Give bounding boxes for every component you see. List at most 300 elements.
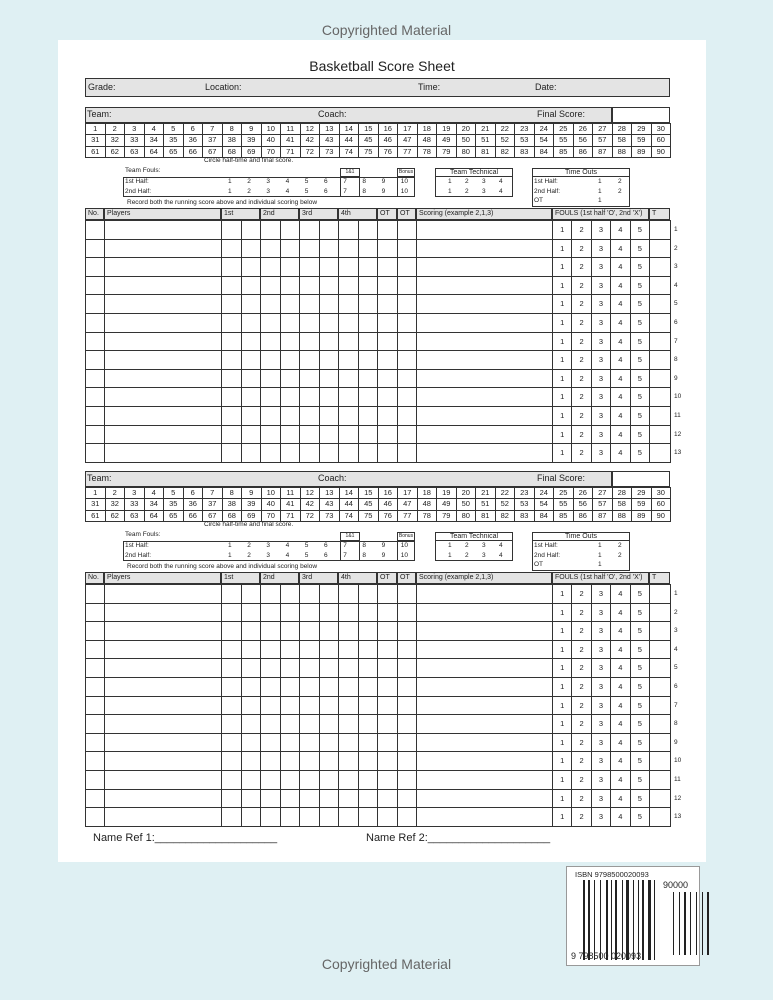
score-cell-q2[interactable]: [280, 733, 301, 753]
cell-scoring[interactable]: [416, 220, 553, 240]
team-foul-number[interactable]: 7: [343, 552, 347, 559]
team-foul-number[interactable]: 2: [247, 552, 251, 559]
running-score-cell[interactable]: 90: [651, 146, 672, 158]
running-score-cell[interactable]: 71: [280, 510, 301, 522]
score-cell-q3[interactable]: [319, 443, 340, 463]
running-score-cell[interactable]: 70: [261, 146, 282, 158]
score-cell-q4[interactable]: [358, 220, 379, 240]
running-score-cell[interactable]: 78: [417, 146, 438, 158]
team-foul-number[interactable]: 10: [400, 178, 409, 185]
cell-ot2[interactable]: [397, 425, 417, 445]
foul-cell[interactable]: 1: [552, 733, 572, 753]
score-cell-q3[interactable]: [319, 807, 340, 827]
score-cell-q2[interactable]: [260, 733, 281, 753]
score-cell-q2[interactable]: [280, 584, 301, 604]
running-score-cell[interactable]: 29: [631, 123, 652, 135]
score-cell-q2[interactable]: [280, 425, 301, 445]
foul-cell[interactable]: 4: [610, 714, 630, 734]
cell-no[interactable]: [85, 239, 105, 259]
foul-cell[interactable]: 4: [610, 443, 630, 463]
running-score-cell[interactable]: 67: [202, 146, 223, 158]
foul-cell[interactable]: 3: [591, 789, 611, 809]
foul-cell[interactable]: 4: [610, 770, 630, 790]
running-score-cell[interactable]: 45: [358, 134, 379, 146]
technical-number[interactable]: 1: [448, 188, 452, 195]
score-cell-q1[interactable]: [221, 789, 242, 809]
running-score-cell[interactable]: 24: [534, 487, 555, 499]
running-score-cell[interactable]: 69: [241, 146, 262, 158]
team-foul-number[interactable]: 4: [285, 188, 290, 195]
running-score-cell[interactable]: 82: [495, 510, 516, 522]
score-cell-q2[interactable]: [280, 369, 301, 389]
foul-cell[interactable]: 4: [610, 789, 630, 809]
running-score-cell[interactable]: 45: [358, 498, 379, 510]
score-cell-q3[interactable]: [319, 696, 340, 716]
cell-ot1[interactable]: [377, 350, 398, 370]
score-cell-q2[interactable]: [260, 332, 281, 352]
running-score-cell[interactable]: 40: [261, 498, 282, 510]
score-cell-q1[interactable]: [221, 443, 242, 463]
score-cell-q1[interactable]: [221, 406, 242, 426]
technical-number[interactable]: 2: [465, 178, 469, 185]
time-out-number[interactable]: 1: [598, 187, 602, 195]
running-score-cell[interactable]: 56: [573, 134, 594, 146]
score-cell-q3[interactable]: [319, 733, 340, 753]
running-score-cell[interactable]: 19: [436, 123, 457, 135]
score-cell-q2[interactable]: [280, 621, 301, 641]
technical-number[interactable]: 1: [448, 542, 452, 549]
cell-scoring[interactable]: [416, 584, 553, 604]
running-score-cell[interactable]: 60: [651, 498, 672, 510]
running-score-cell[interactable]: 54: [534, 498, 555, 510]
cell-ot1[interactable]: [377, 294, 398, 314]
foul-cell[interactable]: 5: [630, 621, 650, 641]
score-cell-q1[interactable]: [241, 332, 262, 352]
running-score-cell[interactable]: 34: [144, 134, 165, 146]
score-cell-q4[interactable]: [358, 294, 379, 314]
cell-t[interactable]: [649, 294, 671, 314]
time-out-number[interactable]: 2: [618, 551, 622, 559]
foul-cell[interactable]: 4: [610, 294, 630, 314]
cell-players[interactable]: [104, 807, 222, 827]
score-cell-q1[interactable]: [221, 640, 242, 660]
score-cell-q4[interactable]: [358, 807, 379, 827]
score-cell-q3[interactable]: [319, 714, 340, 734]
foul-cell[interactable]: 4: [610, 350, 630, 370]
score-cell-q1[interactable]: [241, 276, 262, 296]
score-cell-q4[interactable]: [338, 640, 359, 660]
foul-cell[interactable]: 1: [552, 603, 572, 623]
foul-cell[interactable]: 1: [552, 443, 572, 463]
score-cell-q3[interactable]: [299, 584, 320, 604]
cell-no[interactable]: [85, 640, 105, 660]
score-cell-q1[interactable]: [221, 294, 242, 314]
team-foul-number[interactable]: 2: [247, 188, 251, 195]
foul-cell[interactable]: 5: [630, 677, 650, 697]
cell-ot1[interactable]: [377, 603, 398, 623]
foul-cell[interactable]: 5: [630, 584, 650, 604]
foul-cell[interactable]: 1: [552, 332, 572, 352]
cell-scoring[interactable]: [416, 425, 553, 445]
team-foul-number[interactable]: 7: [343, 188, 347, 195]
cell-scoring[interactable]: [416, 696, 553, 716]
score-cell-q4[interactable]: [338, 443, 359, 463]
cell-ot2[interactable]: [397, 733, 417, 753]
running-score-cell[interactable]: 26: [573, 123, 594, 135]
cell-no[interactable]: [85, 603, 105, 623]
foul-cell[interactable]: 4: [610, 621, 630, 641]
score-cell-q1[interactable]: [221, 257, 242, 277]
score-cell-q3[interactable]: [299, 257, 320, 277]
running-score-cell[interactable]: 48: [417, 498, 438, 510]
score-cell-q3[interactable]: [299, 313, 320, 333]
cell-ot2[interactable]: [397, 294, 417, 314]
foul-cell[interactable]: 4: [610, 696, 630, 716]
running-score-cell[interactable]: 18: [417, 123, 438, 135]
running-score-cell[interactable]: 72: [300, 146, 321, 158]
score-cell-q3[interactable]: [299, 220, 320, 240]
grade-field[interactable]: Grade:: [88, 82, 116, 92]
running-score-cell[interactable]: 55: [553, 498, 574, 510]
foul-cell[interactable]: 4: [610, 257, 630, 277]
running-score-cell[interactable]: 51: [475, 134, 496, 146]
cell-ot1[interactable]: [377, 257, 398, 277]
cell-ot2[interactable]: [397, 807, 417, 827]
foul-cell[interactable]: 2: [571, 789, 591, 809]
foul-cell[interactable]: 3: [591, 443, 611, 463]
score-cell-q3[interactable]: [299, 425, 320, 445]
score-cell-q2[interactable]: [260, 294, 281, 314]
score-cell-q2[interactable]: [280, 696, 301, 716]
cell-ot2[interactable]: [397, 313, 417, 333]
cell-scoring[interactable]: [416, 294, 553, 314]
running-score-cell[interactable]: 5: [163, 123, 184, 135]
running-score-cell[interactable]: 21: [475, 487, 496, 499]
foul-cell[interactable]: 3: [591, 239, 611, 259]
score-cell-q2[interactable]: [260, 751, 281, 771]
cell-players[interactable]: [104, 369, 222, 389]
cell-ot2[interactable]: [397, 387, 417, 407]
team-foul-number[interactable]: 4: [285, 552, 290, 559]
cell-players[interactable]: [104, 603, 222, 623]
cell-ot2[interactable]: [397, 696, 417, 716]
score-cell-q3[interactable]: [319, 603, 340, 623]
cell-players[interactable]: [104, 220, 222, 240]
team-foul-number[interactable]: 10: [400, 188, 409, 195]
running-score-cell[interactable]: 12: [300, 123, 321, 135]
score-cell-q2[interactable]: [260, 677, 281, 697]
running-score-cell[interactable]: 17: [397, 487, 418, 499]
score-cell-q2[interactable]: [260, 807, 281, 827]
cell-ot1[interactable]: [377, 677, 398, 697]
score-cell-q1[interactable]: [221, 696, 242, 716]
running-score-cell[interactable]: 2: [105, 487, 126, 499]
team-foul-number[interactable]: 5: [304, 178, 309, 185]
running-score-cell[interactable]: 76: [378, 146, 399, 158]
foul-cell[interactable]: 2: [571, 603, 591, 623]
score-cell-q2[interactable]: [260, 276, 281, 296]
score-cell-q2[interactable]: [280, 220, 301, 240]
time-out-number[interactable]: 2: [618, 187, 622, 195]
cell-players[interactable]: [104, 677, 222, 697]
cell-t[interactable]: [649, 425, 671, 445]
score-cell-q1[interactable]: [241, 714, 262, 734]
cell-scoring[interactable]: [416, 443, 553, 463]
foul-cell[interactable]: 2: [571, 658, 591, 678]
running-score-cell[interactable]: 53: [514, 134, 535, 146]
ref2-field[interactable]: Name Ref 2:____________________: [366, 832, 551, 844]
score-cell-q4[interactable]: [358, 387, 379, 407]
score-cell-q2[interactable]: [260, 257, 281, 277]
cell-scoring[interactable]: [416, 751, 553, 771]
technical-number[interactable]: 2: [465, 542, 469, 549]
cell-t[interactable]: [649, 621, 671, 641]
foul-cell[interactable]: 1: [552, 751, 572, 771]
running-score-cell[interactable]: 47: [397, 134, 418, 146]
score-cell-q1[interactable]: [221, 807, 242, 827]
running-score-cell[interactable]: 16: [378, 487, 399, 499]
running-score-cell[interactable]: 57: [592, 498, 613, 510]
cell-ot2[interactable]: [397, 257, 417, 277]
cell-ot2[interactable]: [397, 677, 417, 697]
foul-cell[interactable]: 1: [552, 369, 572, 389]
cell-scoring[interactable]: [416, 387, 553, 407]
running-score-cell[interactable]: 64: [144, 510, 165, 522]
score-cell-q2[interactable]: [280, 239, 301, 259]
foul-cell[interactable]: 5: [630, 294, 650, 314]
cell-no[interactable]: [85, 276, 105, 296]
cell-ot2[interactable]: [397, 603, 417, 623]
score-cell-q1[interactable]: [221, 658, 242, 678]
score-cell-q4[interactable]: [358, 425, 379, 445]
score-cell-q1[interactable]: [241, 807, 262, 827]
cell-ot1[interactable]: [377, 239, 398, 259]
running-score-cell[interactable]: 39: [241, 134, 262, 146]
score-cell-q4[interactable]: [358, 257, 379, 277]
score-cell-q1[interactable]: [221, 239, 242, 259]
foul-cell[interactable]: 2: [571, 714, 591, 734]
running-score-cell[interactable]: 47: [397, 498, 418, 510]
score-cell-q1[interactable]: [241, 239, 262, 259]
score-cell-q2[interactable]: [280, 443, 301, 463]
foul-cell[interactable]: 5: [630, 603, 650, 623]
running-score-cell[interactable]: 35: [163, 498, 184, 510]
foul-cell[interactable]: 4: [610, 733, 630, 753]
running-score-cell[interactable]: 25: [553, 123, 574, 135]
cell-scoring[interactable]: [416, 369, 553, 389]
score-cell-q1[interactable]: [241, 369, 262, 389]
cell-no[interactable]: [85, 220, 105, 240]
team-foul-number[interactable]: 1: [228, 178, 232, 185]
team-foul-number[interactable]: 3: [266, 178, 271, 185]
cell-ot1[interactable]: [377, 714, 398, 734]
cell-scoring[interactable]: [416, 603, 553, 623]
running-score-cell[interactable]: 66: [183, 146, 204, 158]
score-cell-q3[interactable]: [299, 332, 320, 352]
cell-t[interactable]: [649, 443, 671, 463]
running-score-cell[interactable]: 31: [85, 134, 106, 146]
foul-cell[interactable]: 4: [610, 313, 630, 333]
score-cell-q1[interactable]: [221, 332, 242, 352]
score-cell-q4[interactable]: [358, 714, 379, 734]
running-score-cell[interactable]: 48: [417, 134, 438, 146]
running-score-cell[interactable]: 37: [202, 498, 223, 510]
team-foul-number[interactable]: 1: [228, 552, 232, 559]
foul-cell[interactable]: 1: [552, 677, 572, 697]
foul-cell[interactable]: 4: [610, 332, 630, 352]
running-score-cell[interactable]: 84: [534, 510, 555, 522]
cell-ot1[interactable]: [377, 425, 398, 445]
score-cell-q3[interactable]: [299, 239, 320, 259]
cell-t[interactable]: [649, 313, 671, 333]
score-cell-q1[interactable]: [221, 621, 242, 641]
team-foul-number[interactable]: 8: [362, 552, 367, 559]
running-score-cell[interactable]: 88: [612, 510, 633, 522]
score-cell-q1[interactable]: [221, 733, 242, 753]
score-cell-q1[interactable]: [221, 677, 242, 697]
score-cell-q3[interactable]: [319, 350, 340, 370]
cell-t[interactable]: [649, 751, 671, 771]
foul-cell[interactable]: 4: [610, 584, 630, 604]
cell-no[interactable]: [85, 714, 105, 734]
running-score-cell[interactable]: 73: [319, 510, 340, 522]
cell-ot1[interactable]: [377, 640, 398, 660]
foul-cell[interactable]: 5: [630, 350, 650, 370]
running-score-cell[interactable]: 57: [592, 134, 613, 146]
score-cell-q4[interactable]: [338, 276, 359, 296]
foul-cell[interactable]: 4: [610, 276, 630, 296]
running-score-cell[interactable]: 38: [222, 498, 243, 510]
cell-t[interactable]: [649, 770, 671, 790]
score-cell-q2[interactable]: [260, 640, 281, 660]
running-score-cell[interactable]: 31: [85, 498, 106, 510]
cell-ot2[interactable]: [397, 406, 417, 426]
cell-ot1[interactable]: [377, 658, 398, 678]
running-score-cell[interactable]: 5: [163, 487, 184, 499]
running-score-cell[interactable]: 20: [456, 487, 477, 499]
running-score-cell[interactable]: 16: [378, 123, 399, 135]
score-cell-q1[interactable]: [241, 387, 262, 407]
score-cell-q4[interactable]: [338, 387, 359, 407]
cell-scoring[interactable]: [416, 658, 553, 678]
cell-scoring[interactable]: [416, 770, 553, 790]
foul-cell[interactable]: 4: [610, 677, 630, 697]
cell-ot2[interactable]: [397, 714, 417, 734]
running-score-cell[interactable]: 41: [280, 498, 301, 510]
time-out-number[interactable]: 1: [598, 542, 602, 549]
cell-scoring[interactable]: [416, 640, 553, 660]
score-cell-q4[interactable]: [338, 658, 359, 678]
foul-cell[interactable]: 1: [552, 276, 572, 296]
team-foul-number[interactable]: 5: [304, 188, 309, 195]
foul-cell[interactable]: 3: [591, 621, 611, 641]
score-cell-q2[interactable]: [280, 406, 301, 426]
score-cell-q2[interactable]: [260, 770, 281, 790]
running-score-cell[interactable]: 4: [144, 123, 165, 135]
foul-cell[interactable]: 5: [630, 658, 650, 678]
running-score-cell[interactable]: 56: [573, 498, 594, 510]
running-score-cell[interactable]: 68: [222, 510, 243, 522]
foul-cell[interactable]: 2: [571, 257, 591, 277]
score-cell-q3[interactable]: [319, 677, 340, 697]
score-cell-q4[interactable]: [358, 584, 379, 604]
score-cell-q3[interactable]: [319, 332, 340, 352]
cell-ot1[interactable]: [377, 332, 398, 352]
score-cell-q2[interactable]: [280, 313, 301, 333]
time-out-number[interactable]: 2: [618, 178, 622, 185]
score-cell-q4[interactable]: [338, 770, 359, 790]
running-score-cell[interactable]: 65: [163, 146, 184, 158]
running-score-cell[interactable]: 75: [358, 146, 379, 158]
score-cell-q1[interactable]: [241, 257, 262, 277]
score-cell-q3[interactable]: [299, 714, 320, 734]
running-score-cell[interactable]: 42: [300, 498, 321, 510]
team-foul-number[interactable]: 1: [228, 188, 232, 195]
cell-no[interactable]: [85, 406, 105, 426]
score-cell-q2[interactable]: [280, 789, 301, 809]
running-score-cell[interactable]: 7: [202, 123, 223, 135]
running-score-cell[interactable]: 1: [85, 487, 106, 499]
score-cell-q3[interactable]: [299, 789, 320, 809]
score-cell-q2[interactable]: [280, 807, 301, 827]
running-score-cell[interactable]: 58: [612, 498, 633, 510]
running-score-cell[interactable]: 41: [280, 134, 301, 146]
location-field[interactable]: Location:: [205, 82, 242, 92]
cell-players[interactable]: [104, 239, 222, 259]
cell-players[interactable]: [104, 789, 222, 809]
score-cell-q1[interactable]: [241, 770, 262, 790]
running-score-cell[interactable]: 33: [124, 134, 145, 146]
score-cell-q4[interactable]: [338, 313, 359, 333]
cell-ot2[interactable]: [397, 350, 417, 370]
running-score-cell[interactable]: 53: [514, 498, 535, 510]
foul-cell[interactable]: 5: [630, 257, 650, 277]
score-cell-q3[interactable]: [299, 387, 320, 407]
running-score-cell[interactable]: 80: [456, 510, 477, 522]
cell-scoring[interactable]: [416, 313, 553, 333]
running-score-cell[interactable]: 22: [495, 123, 516, 135]
score-cell-q2[interactable]: [280, 332, 301, 352]
score-cell-q3[interactable]: [319, 658, 340, 678]
running-score-cell[interactable]: 13: [319, 123, 340, 135]
running-score-cell[interactable]: 4: [144, 487, 165, 499]
score-cell-q3[interactable]: [319, 751, 340, 771]
foul-cell[interactable]: 5: [630, 276, 650, 296]
score-cell-q4[interactable]: [338, 677, 359, 697]
running-score-cell[interactable]: 22: [495, 487, 516, 499]
foul-cell[interactable]: 3: [591, 425, 611, 445]
running-score-cell[interactable]: 8: [222, 487, 243, 499]
team-foul-number[interactable]: 9: [381, 552, 386, 559]
cell-scoring[interactable]: [416, 406, 553, 426]
foul-cell[interactable]: 2: [571, 425, 591, 445]
score-cell-q4[interactable]: [338, 220, 359, 240]
running-score-cell[interactable]: 13: [319, 487, 340, 499]
running-score-cell[interactable]: 83: [514, 146, 535, 158]
foul-cell[interactable]: 5: [630, 239, 650, 259]
cell-players[interactable]: [104, 584, 222, 604]
score-cell-q2[interactable]: [260, 313, 281, 333]
cell-ot1[interactable]: [377, 387, 398, 407]
score-cell-q1[interactable]: [221, 425, 242, 445]
score-cell-q3[interactable]: [319, 369, 340, 389]
foul-cell[interactable]: 1: [552, 239, 572, 259]
score-cell-q3[interactable]: [319, 276, 340, 296]
score-cell-q3[interactable]: [299, 276, 320, 296]
running-score-cell[interactable]: 25: [553, 487, 574, 499]
cell-scoring[interactable]: [416, 350, 553, 370]
foul-cell[interactable]: 4: [610, 603, 630, 623]
